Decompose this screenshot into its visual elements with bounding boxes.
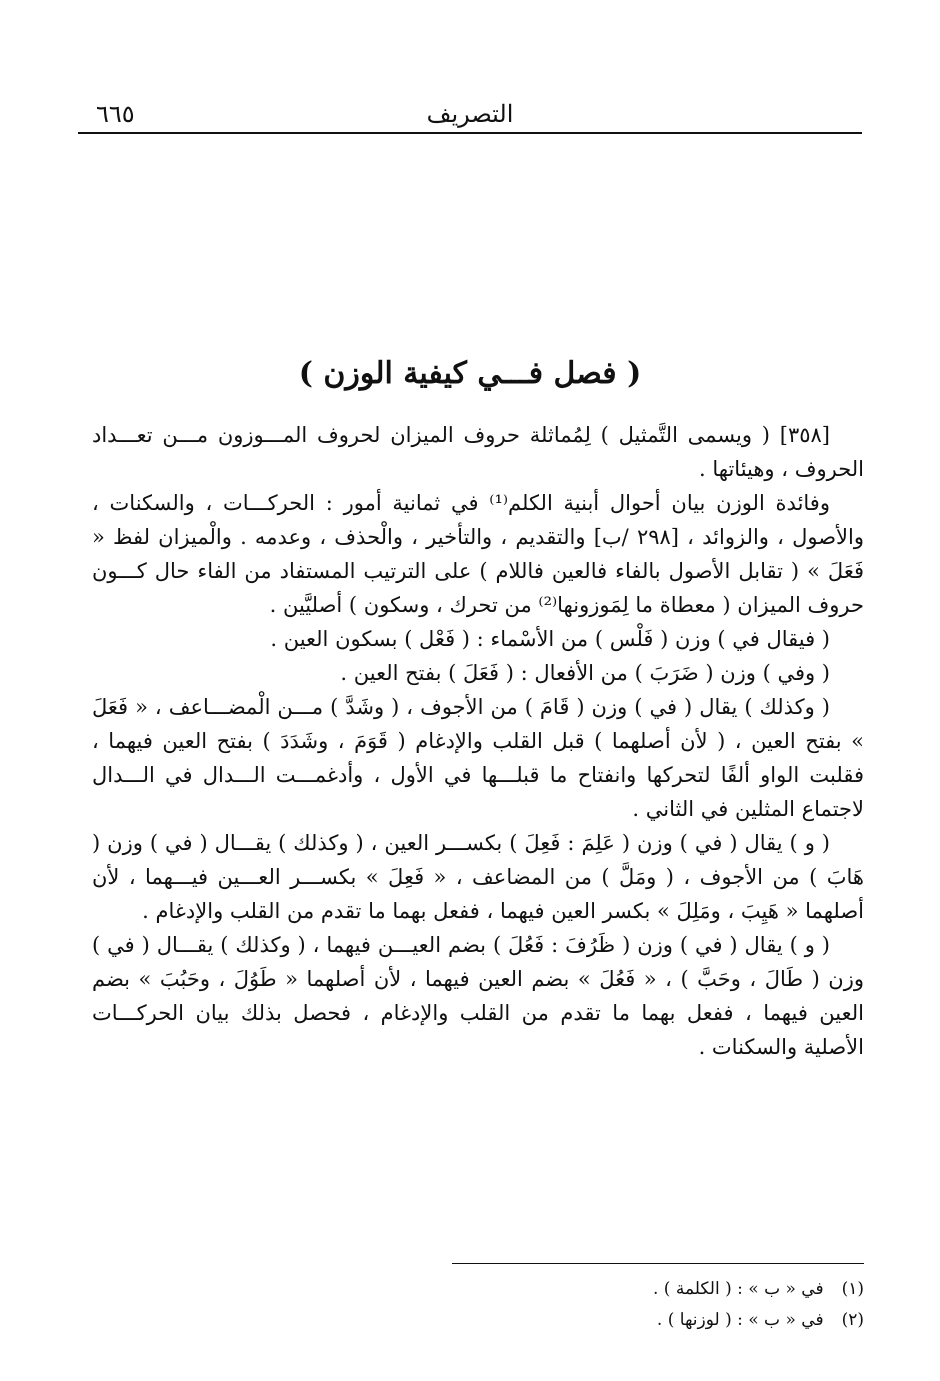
footnote-number: (١) bbox=[841, 1279, 864, 1299]
paragraph: ( وفي ) وزن ( ضَرَبَ ) من الأفعال : ( فَعَلَ ) بفتح العين . bbox=[340, 661, 830, 685]
footnote bbox=[92, 1274, 864, 1305]
footnotes bbox=[92, 1274, 864, 1336]
footnote-number: (٢) bbox=[841, 1310, 864, 1330]
footnote-text: في « ب » : ( الكلمة ) . bbox=[652, 1279, 824, 1299]
running-header bbox=[78, 98, 862, 134]
footnote-divider bbox=[452, 1263, 864, 1264]
body-text bbox=[92, 418, 864, 1064]
paragraph: ( و ) يقال ( في ) وزن ( عَلِمَ : فَعِلَ ) بكســـر العين ، ( وكذلك ) يقـــال ( في ) وزن ( هَابَ ) من الأجوف ، ( ومَلَّ ) من المضاعف ، « فَعِلَ » بكســـر العـــين فيـــهما ، لأن أصلهما « هَيِبَ ، ومَلِلَ » بكسر العين فيهما ، ففعل بهما ما تقدم من القلب والإدغام . bbox=[92, 831, 864, 923]
section-heading: ( فصل فـــي كيفية الوزن ) bbox=[298, 356, 642, 391]
footnote-text: في « ب » : ( لوزنها ) . bbox=[656, 1310, 824, 1330]
footnote bbox=[92, 1305, 864, 1336]
page-number: ٦٦٥ bbox=[96, 100, 135, 128]
paragraph: [٣٥٨] ( ويسمى التَّمثيل ) لِمُماثلة حروف الميزان لحروف المـــوزون مـــن تعـــداد الحروف ، وهيئاتها . bbox=[92, 423, 864, 481]
paragraph: ( فيقال في ) وزن ( فَلْس ) من الأسْماء : ( فَعْل ) بسكون العين . bbox=[270, 627, 830, 651]
paragraph: ( وكذلك ) يقال ( في ) وزن ( قَامَ ) من الأجوف ، ( وشَدَّ ) مـــن الْمضـــاعف ، « فَعَلَ » بفتح العين ، ( لأن أصلهما ) قبل القلب والإدغام ( قَوَمَ ، وشَدَدَ ) بفتح العين فيهما ، فقلبت الواو ألفًا لتحركها وانفتاح ما قبلـــها في الأول ، وأدغمـــت الـــدال في الـــدال لاجتماع المثلين في الثاني . bbox=[92, 695, 864, 821]
paragraph: ( و ) يقال ( في ) وزن ( ظَرُفَ : فَعُلَ ) بضم العيـــن فيهما ، ( وكذلك ) يقـــال ( في ) وزن ( طَالَ ، وحَبَّ ) ، « فَعُلَ » بضم العين فيهما ، لأن أصلهما « طَوُلَ ، وحَبُبَ » بضم العين فيهما ، ففعل بهما ما تقدم من القلب والإدغام ، فحصل بذلك بيان الحركـــات الأصلية والسكنات . bbox=[92, 933, 864, 1059]
running-title: التصريف bbox=[426, 100, 514, 128]
paragraph: وفائدة الوزن بيان أحوال أبنية الكلم⁽¹⁾ في ثمانية أمور : الحركـــات ، والسكنات ، والأصول ، والزوائد ، [٢٩٨ /ب] والتقديم ، والتأخير ، والْحذف ، وعدمه . والْميزان لفظ « فَعَلَ » ( تقابل الأصول بالفاء فالعين فاللام ) على الترتيب المستفاد من الفاء حال كـــون حروف الميزان ( معطاة ما لِمَوزونها⁽²⁾ من تحرك ، وسكون ) أصليَّين . bbox=[92, 491, 864, 617]
